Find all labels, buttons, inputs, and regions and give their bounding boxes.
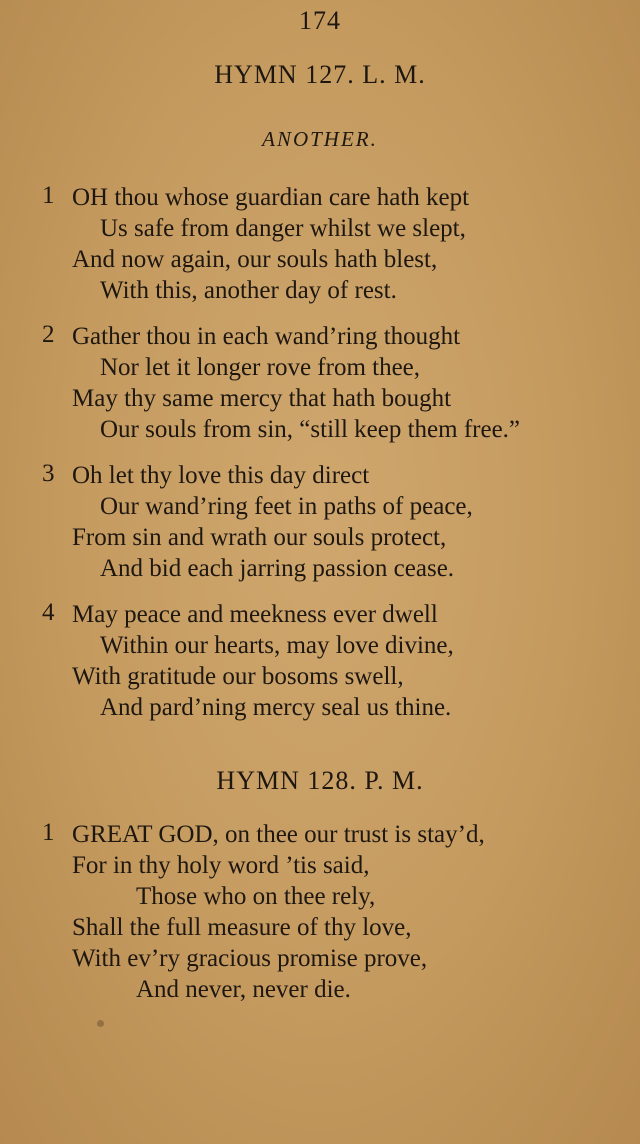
ink-speck xyxy=(97,1020,104,1027)
verse-line: Us safe from danger whilst we slept, xyxy=(100,215,466,242)
verse-line: From sin and wrath our souls protect, xyxy=(72,524,447,551)
stanza-number: 1 xyxy=(42,182,55,209)
verse-line: May thy same mercy that hath bought xyxy=(72,385,452,412)
verse-line: Within our hearts, may love divine, xyxy=(100,632,454,659)
stanza-number: 3 xyxy=(42,460,55,487)
stanza-1 xyxy=(42,182,622,306)
verse-line: With ev’ry gracious promise prove, xyxy=(72,945,428,972)
verse-line: And bid each jarring passion cease. xyxy=(100,555,455,582)
hymn-128-title: HYMN 128. P. M. xyxy=(216,766,424,795)
verse-line: Our wand’ring feet in paths of peace, xyxy=(100,493,473,520)
verse-line: And never, never die. xyxy=(136,976,351,1003)
stanza-number: 4 xyxy=(42,599,55,626)
verse-line: With gratitude our bosoms swell, xyxy=(72,663,404,690)
hymn-127-subtitle: ANOTHER. xyxy=(262,127,378,151)
verse-line: Oh let thy love this day direct xyxy=(72,462,370,489)
verse-line: And pard’ning mercy seal us thine. xyxy=(100,694,452,721)
verse-line: Shall the full measure of thy love, xyxy=(72,914,412,941)
verse-line: With this, another day of rest. xyxy=(100,277,397,304)
verse-line: OH thou whose guardian care hath kept xyxy=(72,184,470,211)
verse-line: Nor let it longer rove from thee, xyxy=(100,354,421,381)
verse-line: Our souls from sin, “still keep them free.” xyxy=(100,416,521,443)
verse-line: For in thy holy word ’tis said, xyxy=(72,852,370,879)
hymn-127-title: HYMN 127. L. M. xyxy=(214,60,426,89)
stanza-128-1 xyxy=(42,819,622,1005)
stanza-3 xyxy=(42,460,622,584)
verse-line: Those who on thee rely, xyxy=(136,883,376,910)
stanza-number: 1 xyxy=(42,819,55,846)
verse-line: Gather thou in each wand’ring thought xyxy=(72,323,461,350)
verse-line: GREAT GOD, on thee our trust is stay’d, xyxy=(72,821,485,848)
stanza-2 xyxy=(42,321,622,445)
stanza-number: 2 xyxy=(42,321,55,348)
verse-line: May peace and meekness ever dwell xyxy=(72,601,438,628)
page-number: 174 xyxy=(299,6,341,35)
stanza-4 xyxy=(42,599,622,723)
verse-line: And now again, our souls hath blest, xyxy=(72,246,438,273)
